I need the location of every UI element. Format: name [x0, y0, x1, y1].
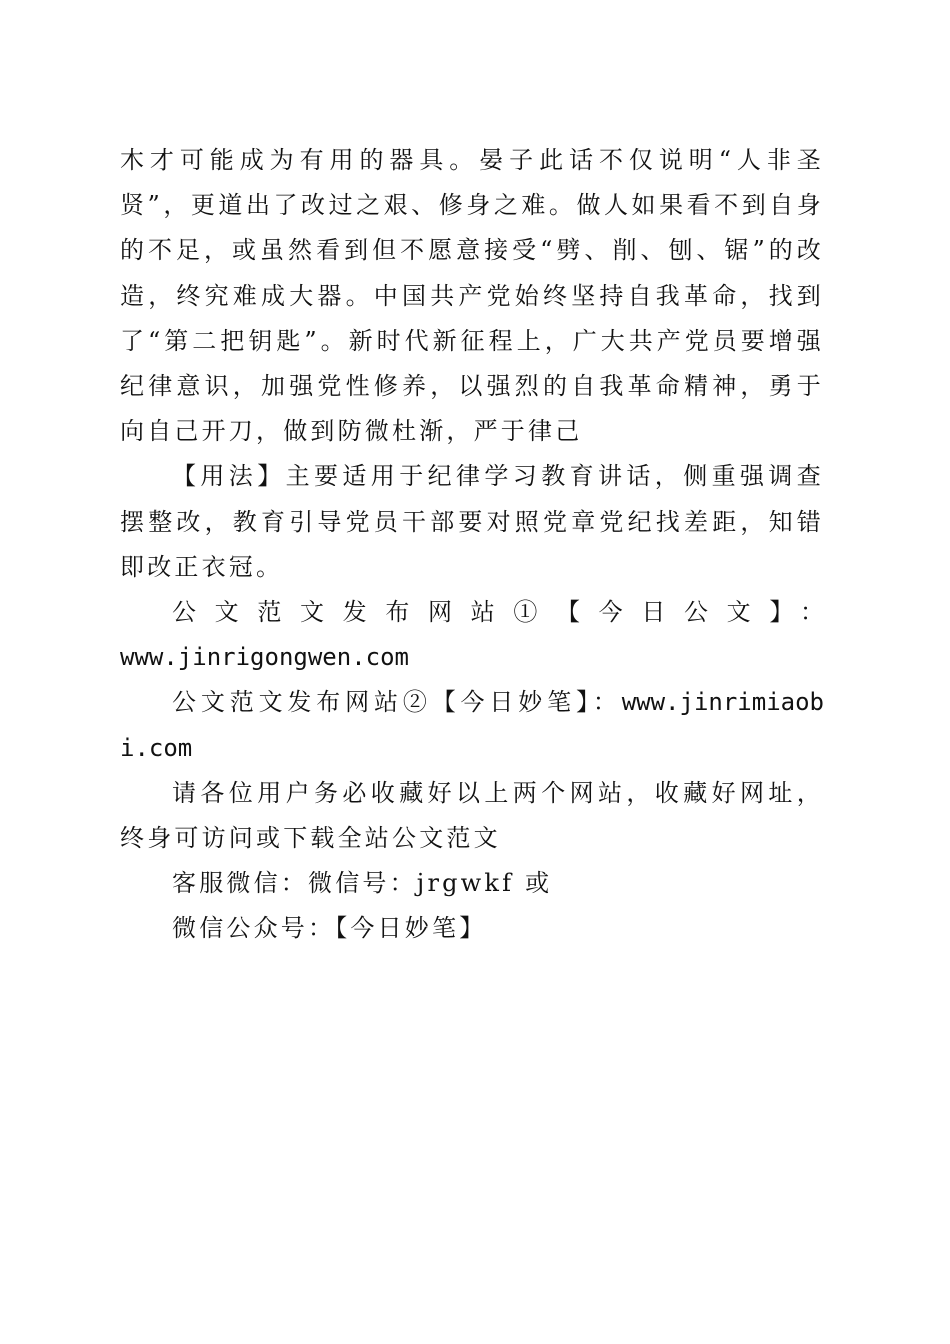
document-page: [120, 138, 824, 952]
site1-url[interactable]: www.jinrigongwen.com: [120, 643, 409, 672]
service-wechat: 客服微信：微信号：jrgwkf 或: [172, 869, 553, 898]
usage-paragraph: 【用法】主要适用于纪律学习教育讲话，侧重强调查摆整改，教育引导党员干部要对照党章党纪找差距，知错即改正衣冠。: [120, 462, 824, 581]
official-account: 微信公众号：【今日妙笔】: [172, 914, 487, 943]
site1-label: 公文范文发布网站①【今日公文】：: [172, 598, 824, 627]
site2-label: 公文范文发布网站②【今日妙笔】：: [172, 688, 622, 717]
body-paragraph: 木才可能成为有用的器具。晏子此话不仅说明“人非圣贤”，更道出了改过之艰、修身之难。做人如果看不到自身的不足，或虽然看到但不愿意接受“劈、削、刨、锯”的改造，终究难成大器。中国共产党始终坚持自我革命，找到了“第二把钥匙”。新时代新征程上，广大共产党员要增强纪律意识，加强党性修养，以强烈的自我革命精神，勇于向自己开刀，做到防微杜渐，严于律己: [120, 146, 824, 446]
notice-paragraph: 请各位用户务必收藏好以上两个网站，收藏好网址，终身可访问或下载全站公文范文: [120, 778, 824, 853]
site2-url[interactable]: www.jinrimiaobi.com: [120, 688, 824, 762]
site2-line: [120, 680, 824, 770]
